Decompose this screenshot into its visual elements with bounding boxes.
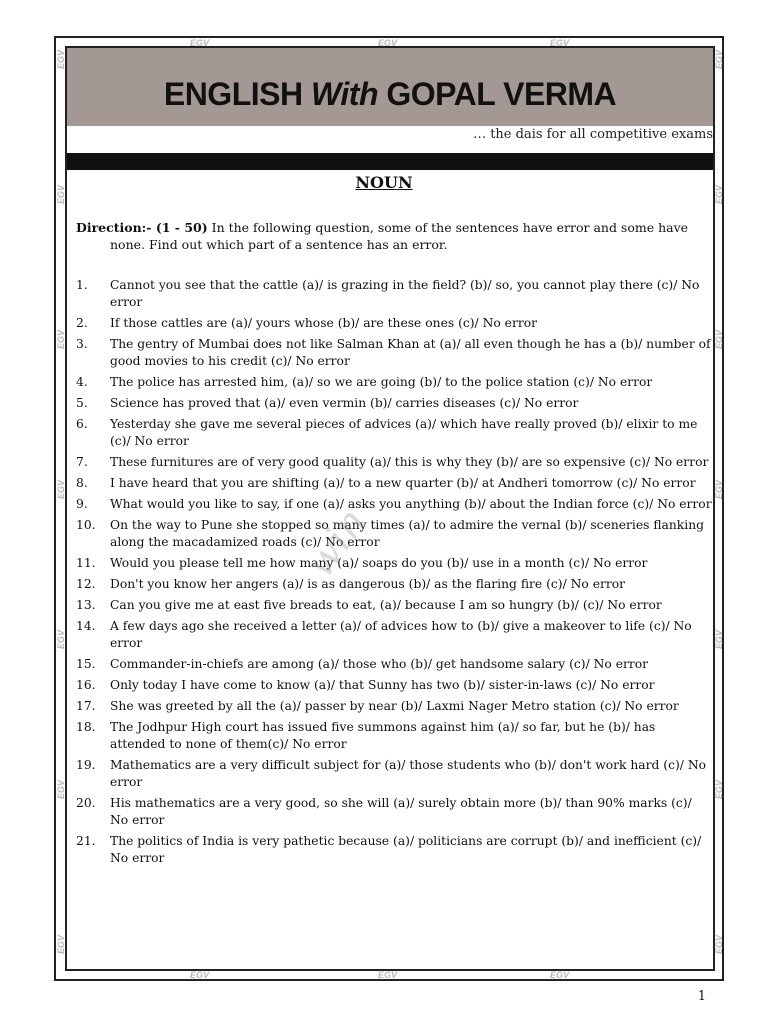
watermark-egv: EGV	[56, 630, 66, 650]
question-text: The police has arrested him, (a)/ so we are going (b)/ to the police station (c)/ No error	[110, 375, 653, 389]
direction-first-text: In the following question, some of the sentences have error and some have	[207, 220, 689, 235]
question-item	[76, 475, 712, 492]
watermark-egv: EGV	[714, 50, 724, 70]
question-text: I have heard that you are shifting (a)/ to a new quarter (b)/ at Andheri tomorrow (c)/ No error	[110, 476, 696, 490]
question-text: If those cattles are (a)/ yours whose (b)/ are these ones (c)/ No error	[110, 316, 537, 330]
question-text: A few days ago she received a letter (a)/ of advices how to (b)/ give a makeover to life (c)/ No error	[110, 619, 692, 650]
question-item	[76, 517, 712, 551]
watermark-egv: EGV	[56, 480, 66, 500]
question-text: The politics of India is very pathetic because (a)/ politicians are corrupt (b)/ and inefficient (c)/ No error	[110, 834, 702, 865]
question-item	[76, 374, 712, 391]
header-divider-bar	[67, 153, 713, 170]
question-item	[76, 757, 712, 791]
question-number: 21.	[76, 834, 96, 848]
question-item	[76, 618, 712, 652]
question-item	[76, 454, 712, 471]
watermark-egv: EGV	[378, 38, 398, 48]
question-number: 5.	[76, 396, 88, 410]
direction-second-line: none. Find out which part of a sentence has an error.	[110, 237, 448, 252]
watermark-egv: EGV	[714, 935, 724, 955]
diagonal-watermark: win	[296, 499, 377, 587]
direction-label: Direction:- (1 - 50)	[76, 220, 208, 235]
question-text: Yesterday she gave me several pieces of advices (a)/ which have really proved (b)/ elixir to me (c)/ No error	[110, 417, 698, 448]
tagline: … the dais for all competitive exams	[473, 127, 713, 142]
question-number: 7.	[76, 455, 88, 469]
watermark-egv: EGV	[714, 480, 724, 500]
question-item	[76, 277, 712, 311]
watermark-egv: EGV	[56, 935, 66, 955]
section-heading: NOUN	[355, 173, 413, 192]
question-item	[76, 395, 712, 412]
watermark-egv: EGV	[56, 185, 66, 205]
question-item	[76, 833, 712, 867]
question-number: 20.	[76, 796, 96, 810]
question-number: 11.	[76, 556, 96, 570]
watermark-egv: EGV	[190, 970, 210, 980]
question-text: These furnitures are of very good quality (a)/ this is why they (b)/ are so expensive (c)/ No error	[110, 455, 709, 469]
question-item	[76, 576, 712, 593]
question-item	[76, 719, 712, 753]
question-text: She was greeted by all the (a)/ passer by near (b)/ Laxmi Nager Metro station (c)/ No error	[110, 699, 679, 713]
question-number: 10.	[76, 518, 96, 532]
watermark-egv: EGV	[550, 970, 570, 980]
watermark-egv: EGV	[56, 50, 66, 70]
question-number: 14.	[76, 619, 96, 633]
question-item	[76, 555, 712, 572]
question-text: What would you like to say, if one (a)/ asks you anything (b)/ about the Indian force (c)/ No error	[110, 497, 712, 511]
watermark-egv: EGV	[378, 970, 398, 980]
question-number: 6.	[76, 417, 88, 431]
question-text: The gentry of Mumbai does not like Salman Khan at (a)/ all even though he has a (b)/ number of good movies to his credit (c)/ No error	[110, 337, 711, 368]
question-item	[76, 795, 712, 829]
question-item	[76, 698, 712, 715]
question-number: 2.	[76, 316, 88, 330]
watermark-egv: EGV	[190, 38, 210, 48]
question-number: 8.	[76, 476, 88, 490]
question-item	[76, 496, 712, 513]
question-number: 4.	[76, 375, 88, 389]
watermark-egv: EGV	[714, 185, 724, 205]
question-item	[76, 336, 712, 370]
watermark-egv: EGV	[714, 630, 724, 650]
direction-first-line	[76, 219, 712, 236]
question-number: 13.	[76, 598, 96, 612]
question-number: 12.	[76, 577, 96, 591]
question-number: 15.	[76, 657, 96, 671]
question-text: The Jodhpur High court has issued five summons against him (a)/ so far, but he (b)/ has attended to none of them(c)/ No error	[110, 720, 656, 751]
question-text: Can you give me at east five breads to eat, (a)/ because I am so hungry (b)/ (c)/ No error	[110, 598, 662, 612]
question-number: 9.	[76, 497, 88, 511]
question-text: Don't you know her angers (a)/ is as dangerous (b)/ as the flaring fire (c)/ No error	[110, 577, 626, 591]
question-text: Only today I have come to know (a)/ that Sunny has two (b)/ sister-in-laws (c)/ No error	[110, 678, 655, 692]
question-text: On the way to Pune she stopped so many times (a)/ to admire the vernal (b)/ sceneries flanking along the macadamized roads (c)/ No error	[110, 518, 704, 549]
question-item	[76, 656, 712, 673]
watermark-egv: EGV	[56, 330, 66, 350]
title-name: GOPAL VERMA	[377, 76, 617, 112]
question-text: Cannot you see that the cattle (a)/ is grazing in the field? (b)/ so, you cannot play there (c)/ No error	[110, 278, 700, 309]
question-text: Science has proved that (a)/ even vermin (b)/ carries diseases (c)/ No error	[110, 396, 579, 410]
title-with: With	[310, 76, 378, 112]
watermark-egv: EGV	[714, 330, 724, 350]
question-number: 19.	[76, 758, 96, 772]
question-item	[76, 677, 712, 694]
question-item	[76, 597, 712, 614]
question-number: 17.	[76, 699, 96, 713]
question-number: 3.	[76, 337, 88, 351]
watermark-egv: EGV	[550, 38, 570, 48]
question-text: Would you please tell me how many (a)/ soaps do you (b)/ use in a month (c)/ No error	[110, 556, 648, 570]
question-number: 16.	[76, 678, 96, 692]
question-number: 18.	[76, 720, 96, 734]
page-number: 1	[697, 989, 706, 1004]
question-number: 1.	[76, 278, 88, 292]
direction-text	[76, 219, 712, 253]
question-item	[76, 315, 712, 332]
watermark-egv: EGV	[56, 780, 66, 800]
question-text: His mathematics are a very good, so she will (a)/ surely obtain more (b)/ than 90% marks (c)/ No error	[110, 796, 692, 827]
watermark-egv: EGV	[714, 780, 724, 800]
page-title	[67, 76, 713, 113]
title-english: ENGLISH	[163, 76, 311, 112]
question-text: Mathematics are a very difficult subject for (a)/ those students who (b)/ don't work hard (c)/ No error	[110, 758, 706, 789]
question-item	[76, 416, 712, 450]
question-list	[76, 277, 712, 871]
question-text: Commander-in-chiefs are among (a)/ those who (b)/ get handsome salary (c)/ No error	[110, 657, 649, 671]
